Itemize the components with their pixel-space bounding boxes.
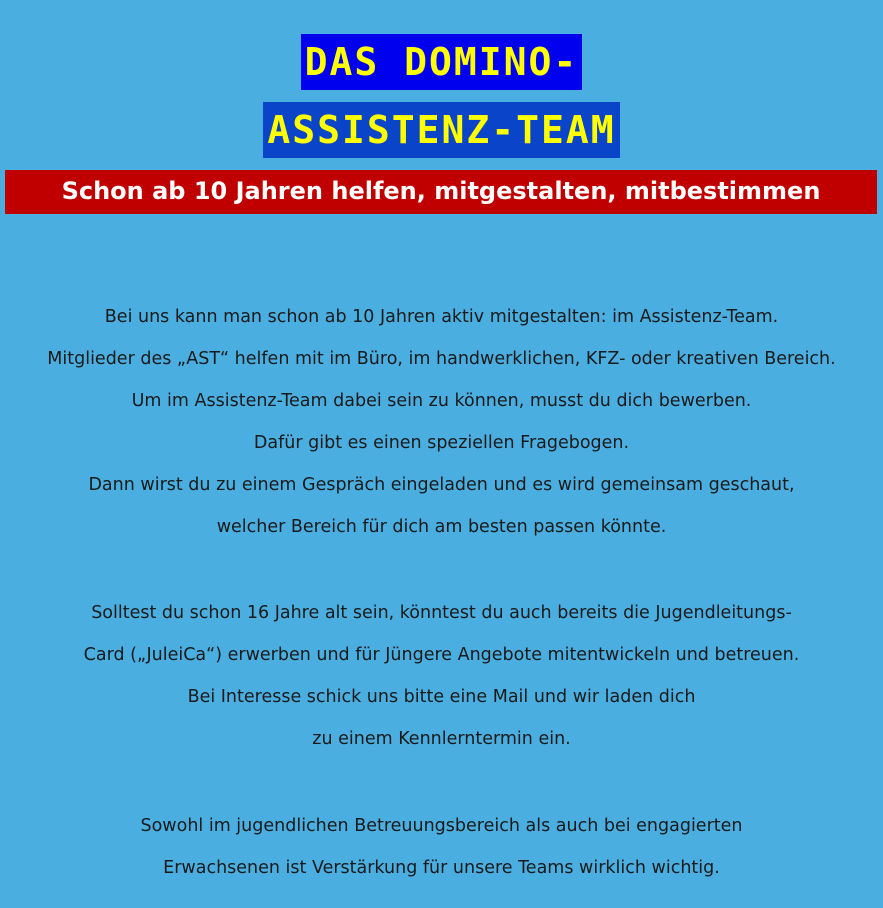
title-line-2 <box>0 102 883 158</box>
page-title-part-2: ASSISTENZ-TEAM <box>263 102 619 158</box>
paragraph-line: Bei Interesse schick uns bitte eine Mail und wir laden dich <box>187 687 696 707</box>
subtitle-banner: Schon ab 10 Jahren helfen, mitgestalten, mitbestimmen <box>5 170 877 214</box>
paragraph-line: Erwachsenen ist Verstärkung für unsere Teams wirklich wichtig. <box>163 858 720 878</box>
paragraph-line: Um im Assistenz-Team dabei sein zu können, musst du dich bewerben. <box>131 391 752 411</box>
paragraph-line: Dafür gibt es einen speziellen Fragebogen. <box>253 433 630 453</box>
paragraph-line: Mitglieder des „AST“ helfen mit im Büro, im handwerklichen, KFZ- oder kreativen Bereich. <box>47 349 836 369</box>
page-title-part-1: DAS DOMINO- <box>301 34 583 90</box>
title-line-1 <box>0 34 883 90</box>
paragraph-2 <box>0 592 883 760</box>
paragraph-line: zu einem Kennlerntermin ein. <box>312 729 571 749</box>
paragraph-3 <box>0 805 883 889</box>
paragraph-line: Sowohl im jugendlichen Betreuungsbereich als auch bei engagierten <box>140 816 743 836</box>
paragraph-line: Bei uns kann man schon ab 10 Jahren aktiv mitgestalten: im Assistenz-Team. <box>104 307 779 327</box>
paragraph-line: Card („JuleiCa“) erwerben und für Jüngere Angebote mitentwickeln und betreuen. <box>83 645 800 665</box>
paragraph-1 <box>0 296 883 548</box>
paragraph-line: Solltest du schon 16 Jahre alt sein, könntest du auch bereits die Jugendleitungs- <box>91 603 792 623</box>
paragraph-line: welcher Bereich für dich am besten passen könnte. <box>216 517 667 537</box>
paragraph-line: Dann wirst du zu einem Gespräch eingeladen und es wird gemeinsam geschaut, <box>88 475 795 495</box>
